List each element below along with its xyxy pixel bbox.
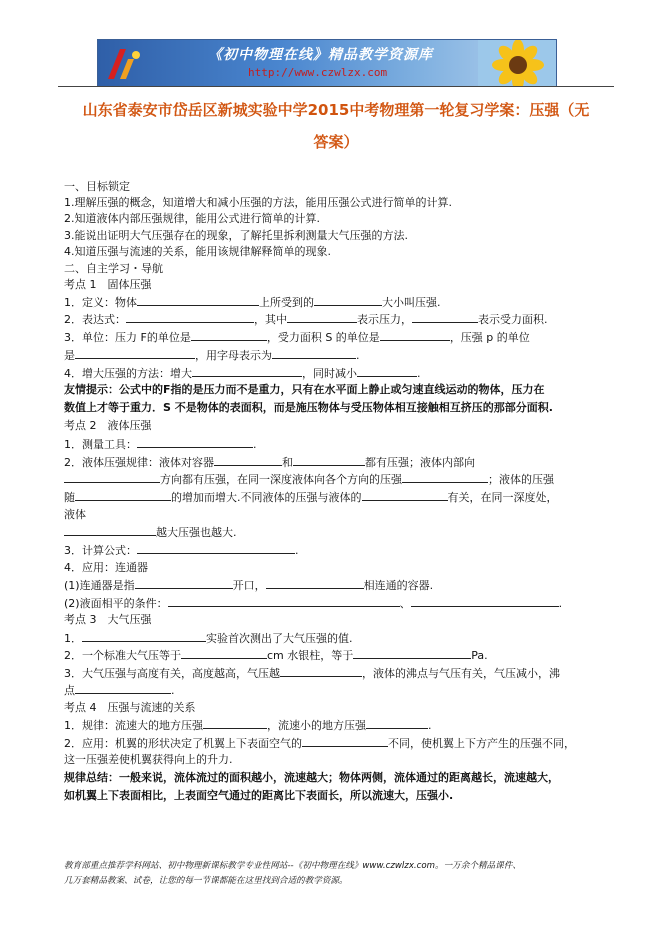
blank-line[interactable]: [287, 312, 357, 323]
blank-line[interactable]: [137, 543, 295, 554]
blank-line[interactable]: [168, 596, 400, 607]
text-line: 3．大气压强与高度有关，高度越高，气压越 ，液体的沸点与气压有关，气压减小，沸: [64, 667, 560, 680]
section-heading-self-study: 二、自主学习・导航: [64, 262, 163, 275]
blank-line[interactable]: [126, 312, 254, 323]
blank-line[interactable]: [214, 455, 282, 466]
blank-line[interactable]: [181, 648, 267, 659]
blank-line[interactable]: [280, 666, 362, 677]
text-line: 2．液体压强规律：液体对容器 和 都有压强；液体内部向: [64, 456, 475, 469]
text-line: 1． 实验首次测出了大气压强的值.: [64, 632, 353, 645]
text-line: 随 的增加而增大.不同液体的压强与液体的 有关，在同一深度处，: [64, 491, 558, 504]
blank-line[interactable]: [75, 683, 171, 694]
tip-line-1: 友情提示：公式中的F指的是压力而不是重力，只有在水平面上静止或匀速直线运动的物体，压力在: [64, 383, 545, 396]
topic-heading-atmospheric-pressure: 考点 3 大气压强: [64, 613, 152, 626]
blank-line[interactable]: [411, 596, 559, 607]
text-line: 液体: [64, 508, 86, 521]
goal-item-4: 4.知道压强与流速的关系，能用该规律解释简单的现象.: [64, 245, 331, 258]
blank-line[interactable]: [272, 348, 356, 359]
text-line: 2．一个标准大气压等于 cm 水银柱，等于 Pa.: [64, 649, 488, 662]
header-rule: [58, 86, 614, 87]
footer-line-1: 教育部重点推荐学科网站、初中物理新课标教学专业性网站--《初中物理在线》www.czwlzx.com。一万余个精品课件、: [64, 861, 521, 871]
sunflower-icon: [478, 40, 556, 86]
text-line: (1)连通器是指 开口， 相连通的容器.: [64, 579, 434, 592]
blank-line[interactable]: [362, 490, 448, 501]
blank-line[interactable]: [314, 295, 382, 306]
blank-line[interactable]: [137, 437, 253, 448]
blank-line[interactable]: [75, 348, 195, 359]
goal-item-1: 1.理解压强的概念，知道增大和减小压强的方法，能用压强公式进行简单的计算.: [64, 196, 452, 209]
blank-line[interactable]: [82, 631, 206, 642]
text-line: 4．增大压强的方法：增大 ，同时减小 .: [64, 367, 421, 380]
text-line: 1．规律：流速大的地方压强 ，流速小的地方压强 .: [64, 719, 432, 732]
blank-line[interactable]: [357, 366, 417, 377]
blank-line[interactable]: [293, 455, 365, 466]
header-banner: [97, 39, 557, 87]
banner-title: 《初中物理在线》精品教学资源库: [208, 47, 433, 63]
blank-line[interactable]: [353, 648, 471, 659]
blank-line[interactable]: [266, 578, 364, 589]
blank-line[interactable]: [137, 295, 259, 306]
blank-line[interactable]: [191, 330, 267, 341]
text-line: 1．定义：物体 上所受到的 大小叫压强.: [64, 296, 441, 309]
text-line: (2)液面相平的条件： 、 .: [64, 597, 563, 610]
blank-line[interactable]: [402, 472, 488, 483]
text-line: 3．单位：压力 F的单位是 ，受力面积 S 的单位是 ，压强 p 的单位: [64, 331, 530, 344]
tip-line-2: 数值上才等于重力．S 不是物体的表面积，而是施压物体与受压物体相互接触相互挤压的那部分面积.: [64, 401, 553, 414]
blank-line[interactable]: [64, 525, 156, 536]
text-line: 2．应用：机翼的形状决定了机翼上下表面空气的 不同，使机翼上下方产生的压强不同，: [64, 737, 575, 750]
blank-line[interactable]: [302, 736, 388, 747]
document-title-line-1: 山东省泰安市岱岳区新城实验中学2015中考物理第一轮复习学案：压强（无: [82, 101, 590, 119]
logo-icon: [106, 45, 142, 81]
blank-line[interactable]: [75, 490, 171, 501]
blank-line[interactable]: [366, 718, 428, 729]
blank-line[interactable]: [380, 330, 450, 341]
goal-item-3: 3.能说出证明大气压强存在的现象，了解托里拆利测量大气压强的方法.: [64, 229, 408, 242]
text-line: 越大压强也越大.: [64, 525, 237, 539]
summary-line-1: 规律总结：一般来说，流体流过的面积越小，流速越大；物体两侧，流体通过的距离越长，流速越大，: [64, 771, 559, 784]
blank-line[interactable]: [203, 718, 267, 729]
text-line: 3．计算公式： .: [64, 544, 299, 557]
text-line: 方向都有压强，在同一深度液体向各个方向的压强 ；液体的压强: [64, 472, 554, 486]
footer-line-2: 几万套精品教案、试卷，让您的每一节课都能在这里找到合适的教学资源。: [64, 876, 348, 886]
blank-line[interactable]: [192, 366, 302, 377]
text-line: 2．表达式： ，其中 表示压力， 表示受力面积.: [64, 313, 548, 326]
goal-item-2: 2.知道液体内部压强规律，能用公式进行简单的计算.: [64, 212, 320, 225]
blank-line[interactable]: [412, 312, 478, 323]
text-line: 这一压强差使机翼获得向上的升力.: [64, 753, 233, 766]
text-line: 点 .: [64, 684, 175, 697]
summary-line-2: 如机翼上下表面相比，上表面空气通过的距离比下表面长，所以流速大，压强小.: [64, 789, 454, 802]
blank-line[interactable]: [135, 578, 233, 589]
section-heading-goals: 一、目标锁定: [64, 180, 130, 193]
text-line: 4．应用：连通器: [64, 561, 148, 574]
text-line: 1．测量工具： .: [64, 438, 257, 451]
banner-url[interactable]: http://www.czwlzx.com: [248, 66, 388, 79]
topic-heading-solid-pressure: 考点 1 固体压强: [64, 278, 152, 291]
document-title-line-2: 答案）: [313, 133, 359, 151]
blank-line[interactable]: [64, 472, 160, 483]
text-line: 是 ，用字母表示为 .: [64, 349, 360, 362]
topic-heading-liquid-pressure: 考点 2 液体压强: [64, 419, 152, 432]
topic-heading-flow-pressure: 考点 4 压强与流速的关系: [64, 701, 196, 714]
